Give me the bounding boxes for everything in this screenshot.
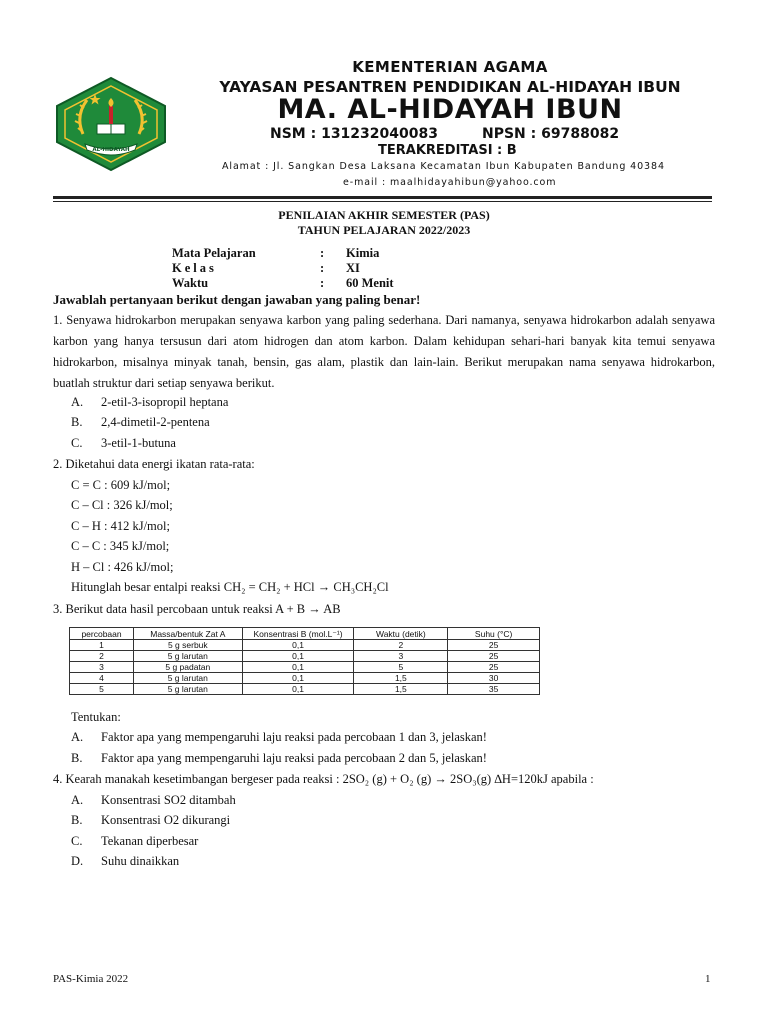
table-cell: 1,5 (354, 684, 448, 695)
table-cell: 0,1 (242, 662, 354, 673)
table-cell: 3 (354, 651, 448, 662)
q4-option-letter: B. (71, 813, 83, 827)
table-row (70, 662, 540, 673)
meta-value-subject: Kimia (346, 246, 380, 260)
svg-text:AL-HIDAYAH: AL-HIDAYAH (92, 147, 130, 153)
table-cell: 25 (448, 662, 540, 673)
school-name: MA. AL-HIDAYAH IBUN (277, 94, 623, 125)
letterhead-divider (53, 196, 712, 199)
academic-year: TAHUN PELAJARAN 2022/2023 (297, 223, 471, 237)
table-cell: 5 g serbuk (134, 640, 243, 651)
question-3-text: 3. Berikut data hasil percobaan untuk reaksi A + B → AB (53, 602, 341, 616)
meta-label-subject: Mata Pelajaran (172, 246, 256, 260)
question-4-text: 4. Kearah manakah kesetimbangan bergeser pada reaksi : 2SO₂ (g) + O₂ (g) → 2SO₃(g) ∆H=120kJ apabila : (53, 772, 594, 786)
q3-option-letter: B. (71, 751, 83, 765)
table-cell: 2 (354, 640, 448, 651)
q4-option-letter: C. (71, 834, 83, 848)
q1-option-c: 3-etil-1-butuna (101, 436, 176, 450)
meta-colon: : (320, 246, 325, 260)
table-cell: 0,1 (242, 684, 354, 695)
table-header: Massa/bentuk Zat A (134, 628, 243, 640)
table-cell: 2 (70, 651, 134, 662)
q3-option-letter: A. (71, 730, 84, 744)
table-cell: 1,5 (354, 673, 448, 684)
q4-option-b: Konsentrasi O2 dikurangi (101, 813, 231, 827)
q4-option-a: Konsentrasi SO2 ditambah (101, 793, 236, 807)
table-header: Konsentrasi B (mol.L⁻¹) (242, 628, 354, 640)
table-cell: 25 (448, 640, 540, 651)
school-logo-icon (53, 76, 169, 172)
table-cell: 0,1 (242, 673, 354, 684)
letterhead-divider-thin (53, 201, 712, 202)
ministry-name: KEMENTERIAN AGAMA (352, 58, 548, 76)
table-header: percobaan (70, 628, 134, 640)
q3-option-a: Faktor apa yang mempengaruhi laju reaksi pada percobaan 1 dan 3, jelaskan! (101, 730, 487, 744)
table-cell: 5 g larutan (134, 651, 243, 662)
q4-option-letter: D. (71, 854, 84, 868)
table-row (70, 673, 540, 684)
experiment-data-table (69, 627, 540, 695)
question-2-task: Hitunglah besar entalpi reaksi CH₂ = CH₂ + HCl → CH₃CH₂Cl (71, 580, 389, 594)
footer-label: PAS-Kimia 2022 (53, 973, 129, 985)
bond-energy-row: C – Cl : 326 kJ/mol; (71, 498, 173, 512)
meta-colon: : (320, 261, 325, 275)
school-email: e-mail : maalhidayahibun@yahoo.com (343, 177, 557, 188)
q4-option-d: Suhu dinaikkan (101, 854, 180, 868)
table-cell: 5 (70, 684, 134, 695)
nsm-number: NSM : 131232040083 (270, 126, 438, 142)
question-1-text (53, 310, 715, 394)
q1-option-letter: B. (71, 415, 83, 429)
table-cell: 5 g padatan (134, 662, 243, 673)
table-header: Waktu (detik) (354, 628, 448, 640)
bond-energy-row: C – H : 412 kJ/mol; (71, 519, 170, 533)
meta-label-time: Waktu (172, 276, 209, 290)
foundation-name: YAYASAN PESANTREN PENDIDIKAN AL-HIDAYAH IBUN (219, 78, 681, 96)
bond-energy-row: C = C : 609 kJ/mol; (71, 478, 171, 492)
q1-option-letter: A. (71, 395, 84, 409)
q4-option-c: Tekanan diperbesar (101, 834, 199, 848)
q3-option-b: Faktor apa yang mempengaruhi laju reaksi pada percobaan 2 dan 5, jelaskan! (101, 751, 487, 765)
meta-label-class: Kelas (172, 261, 217, 275)
question-1-body: 1. Senyawa hidrokarbon merupakan senyawa karbon yang paling sederhana. Dari namanya, senyawa hidrokarbon adalah senyawa karbon yang hanya tersusun dari atom hidrogen dan atom karbon. Dalam kehidupan sehari-hari banyak kita temui senyawa hidrokarbon, misalnya minyak tanah, bensin, gas alam, plastik dan lain-lain. Berikut merupakan nama senyawa hidrokarbon, buatlah struktur dari setiap senyawa berikut. (53, 313, 715, 390)
instruction-text: Jawablah pertanyaan berikut dengan jawaban yang paling benar! (53, 292, 421, 307)
table-cell: 0,1 (242, 640, 354, 651)
table-cell: 35 (448, 684, 540, 695)
meta-value-time: 60 Menit (346, 276, 394, 290)
table-header-row (70, 628, 540, 640)
table-header: Suhu (°C) (448, 628, 540, 640)
q1-option-letter: C. (71, 436, 83, 450)
exam-title: PENILAIAN AKHIR SEMESTER (PAS) (278, 208, 490, 222)
question-2-text: 2. Diketahui data energi ikatan rata-rata: (53, 457, 255, 471)
table-row (70, 640, 540, 651)
page-number: 1 (705, 973, 711, 985)
meta-colon: : (320, 276, 325, 290)
table-cell: 25 (448, 651, 540, 662)
table-cell: 1 (70, 640, 134, 651)
meta-value-class: XI (346, 261, 360, 275)
table-row (70, 684, 540, 695)
table-cell: 0,1 (242, 651, 354, 662)
table-cell: 4 (70, 673, 134, 684)
bond-energy-row: C – C : 345 kJ/mol; (71, 539, 170, 553)
q1-option-b: 2,4-dimetil-2-pentena (101, 415, 210, 429)
table-cell: 5 g larutan (134, 684, 243, 695)
table-cell: 5 g larutan (134, 673, 243, 684)
table-cell: 30 (448, 673, 540, 684)
table-row (70, 651, 540, 662)
question-3-prompt: Tentukan: (71, 710, 121, 724)
q1-option-a: 2-etil-3-isopropil heptana (101, 395, 229, 409)
npsn-number: NPSN : 69788082 (482, 126, 620, 142)
bond-energy-row: H – Cl : 426 kJ/mol; (71, 560, 174, 574)
q4-option-letter: A. (71, 793, 84, 807)
accreditation: TERAKREDITASI : B (378, 143, 517, 158)
table-cell: 3 (70, 662, 134, 673)
school-address: Alamat : Jl. Sangkan Desa Laksana Kecamatan Ibun Kabupaten Bandung 40384 (222, 161, 665, 172)
table-cell: 5 (354, 662, 448, 673)
